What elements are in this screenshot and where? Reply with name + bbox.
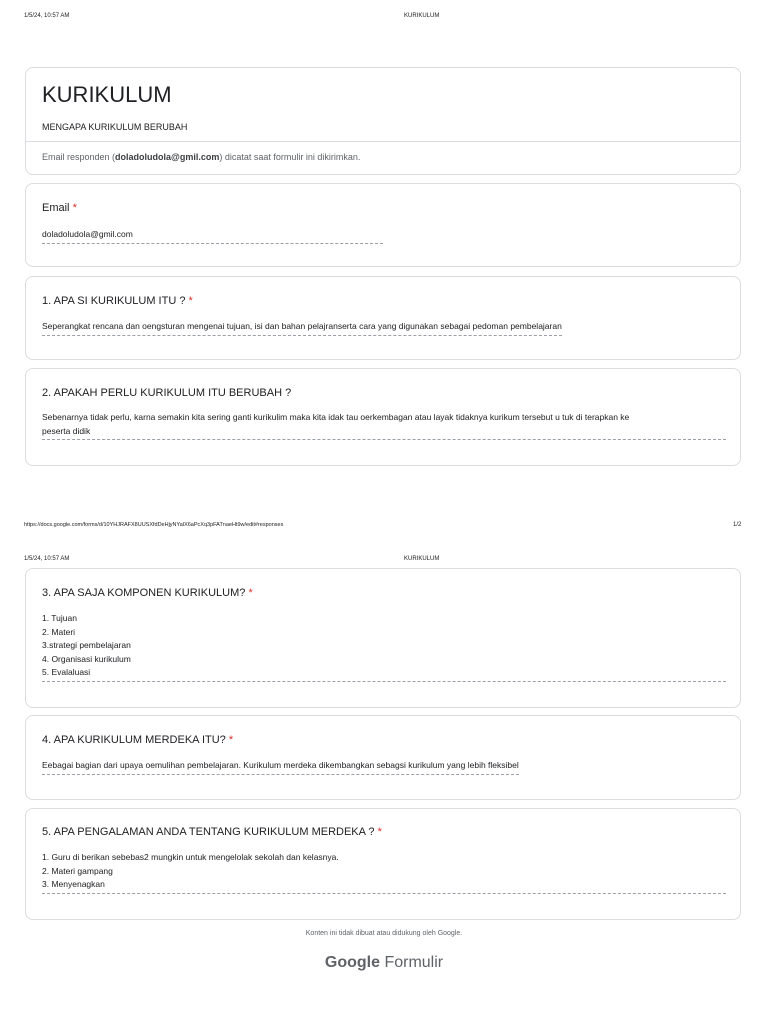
required-mark: *	[248, 587, 253, 599]
answer-line: Eebagai bagian dari upaya oemulihan pembelajaran. Kurikulum merdeka dikembangkan sebagsi kurikulum yang lebih fleksibel	[42, 760, 519, 770]
answer-line: 4. Organisasi kurikulum	[42, 653, 131, 664]
required-mark: *	[188, 295, 193, 307]
print-doc-title: KURIKULUM	[404, 13, 440, 19]
email-note-address: doladoludola@gmil.com	[115, 152, 220, 162]
answer-field[interactable]	[42, 612, 726, 682]
required-mark: *	[228, 734, 234, 746]
email-field[interactable]: doladoludola@gmil.com	[42, 228, 383, 244]
email-collection-note	[42, 152, 360, 162]
print-datetime: 1/5/24, 10:57 AM	[24, 13, 70, 19]
header-divider	[26, 141, 740, 142]
google-disclaimer: Konten ini tidak dibuat atau didukung oleh Google.	[305, 930, 463, 937]
answer-field[interactable]	[42, 411, 726, 440]
email-note-prefix: Email responden (	[42, 152, 116, 162]
answer-line: 2. Materi gampang	[42, 865, 113, 876]
question-title	[42, 734, 233, 746]
print-url: https://docs.google.com/forms/d/10YHJRAFX8UUSXfdDeHjyNYalX6aPcXq3pFATnaeHt9w/edit#responses	[24, 522, 284, 528]
question-card-5	[25, 808, 741, 920]
question-card-4	[25, 715, 741, 800]
print-page-number: 1/2	[733, 522, 742, 528]
question-card-3	[25, 568, 741, 708]
answer-line: 5. Evalaluasi	[42, 667, 91, 677]
question-card-2	[25, 368, 741, 466]
print-datetime: 1/5/24, 10:57 AM	[24, 556, 70, 562]
print-doc-title: KURIKULUM	[404, 556, 440, 562]
answer-line: peserta didik	[42, 425, 91, 436]
required-mark: *	[72, 202, 77, 214]
question-title-text: 4. APA KURIKULUM MERDEKA ITU?	[42, 734, 226, 746]
form-title: KURIKULUM	[42, 82, 172, 107]
email-card	[25, 183, 741, 267]
answer-line: 1. Guru di berikan sebebas2 mungkin untuk mengelolak sekolah dan kelasnya.	[42, 852, 339, 862]
email-label-text: Email	[42, 202, 70, 214]
answer-line: Seperangkat rencana dan oengsturan mengenai tujuan, isi dan bahan pelajranserta cara yang digunakan sebagai pedoman pembelajaran	[42, 321, 562, 331]
question-title-text: 1. APA SI KURIKULUM ITU ?	[42, 295, 186, 307]
email-note-suffix: ) dicatat saat formulir ini dikirimkan.	[219, 152, 361, 162]
question-card-1	[25, 276, 741, 360]
required-mark: *	[377, 826, 382, 838]
logo-google-text: Google	[324, 954, 380, 971]
answer-field[interactable]	[42, 851, 726, 894]
question-title-text: 5. APA PENGALAMAN ANDA TENTANG KURIKULUM MERDEKA ?	[42, 826, 375, 838]
logo-formulir-text: Formulir	[384, 954, 444, 971]
form-header-card	[25, 67, 741, 175]
question-title: 2. APAKAH PERLU KURIKULUM ITU BERUBAH ?	[42, 387, 292, 399]
question-title	[42, 587, 253, 599]
answer-line: 1. Tujuan	[42, 613, 77, 623]
google-forms-logo[interactable]	[0, 954, 768, 972]
email-label	[42, 202, 77, 214]
question-title	[42, 826, 382, 838]
form-description: MENGAPA KURIKULUM BERUBAH	[42, 122, 188, 132]
answer-line: 2. Materi	[42, 626, 76, 637]
answer-line: 3.strategi pembelajaran	[42, 640, 131, 650]
answer-field[interactable]	[42, 320, 562, 336]
question-title	[42, 295, 193, 307]
answer-line: Sebenarnya tidak perlu, karna semakin kita sering ganti kurikulim maka kita idak tau oerkembagan atau layak tidaknya kurikum tersebut u tuk di terapkan ke	[42, 412, 630, 422]
answer-field[interactable]	[42, 759, 519, 775]
answer-line: 3. Menyenagkan	[42, 879, 105, 889]
question-title-text: 3. APA SAJA KOMPONEN KURIKULUM?	[42, 587, 246, 599]
